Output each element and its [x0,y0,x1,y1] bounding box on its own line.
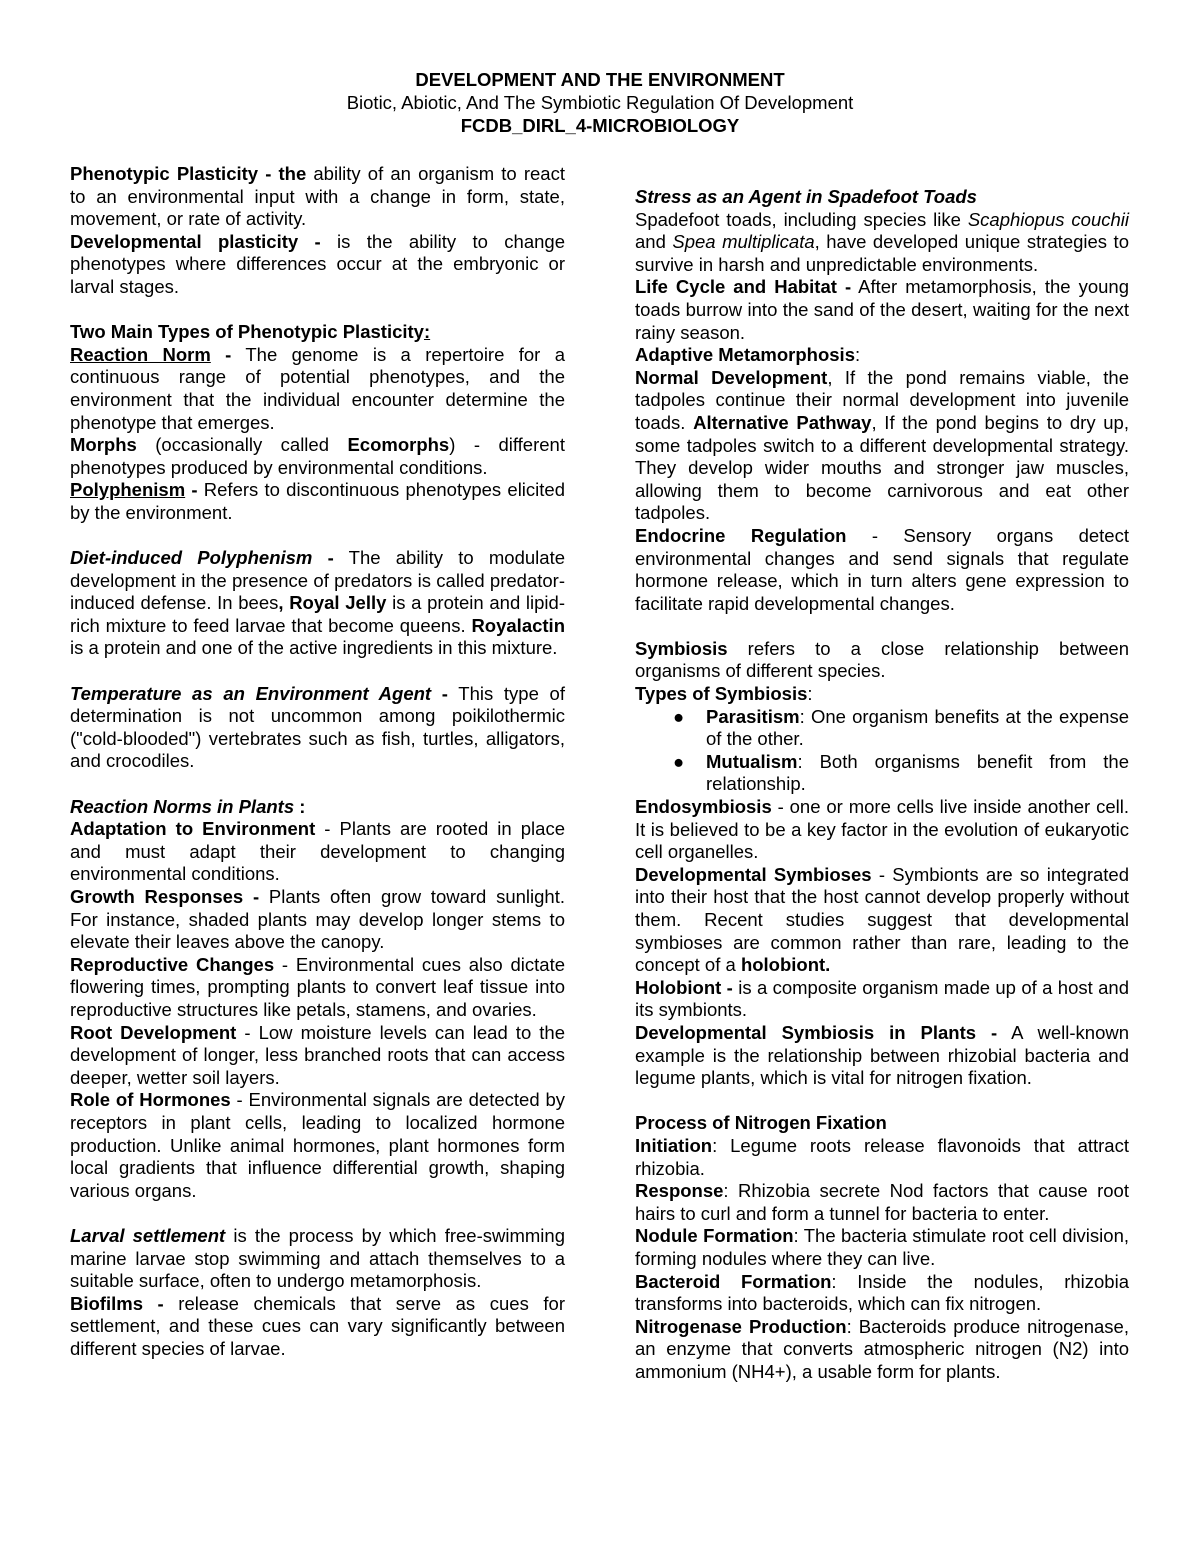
right-column [635,186,1129,1383]
term-reproductive-changes: Reproductive Changes [70,953,275,975]
term-royalactin: Royalactin [471,614,565,636]
term-bacteroid-formation: Bacteroid Formation [635,1270,832,1292]
term-adaptation: Adaptation to Environment [70,818,316,840]
term-parasitism: Parasitism [706,705,800,727]
paragraph-normal-development: Normal Development, If the pond remains viable, the tadpoles continue their normal development into juvenile toads. Alternative Pathway, If the pond begins to dry up, some tadpoles switch to a different developmental strategy. They develop wider mouths and stronger jaw muscles, allowing them to become carnivorous and eat other tadpoles. [635,366,1130,524]
heading-reaction-norms-plants: Reaction Norms in Plants : [70,795,306,817]
paragraph-nitrogenase-production: Nitrogenase Production: Bacteroids produce nitrogenase, an enzyme that converts atmospheric nitrogen (N2) into ammonium (NH4+), a usable form for plants. [635,1315,1129,1382]
term-royal-jelly: , Royal Jelly [278,592,387,614]
term-holobiont: Holobiont - [635,976,733,998]
document-title: DEVELOPMENT AND THE ENVIRONMENT [415,69,785,90]
paragraph-dev-symbiosis-plants: Developmental Symbiosis in Plants - A well-known example is the relationship between rhizobial bacteria and legume plants, which is vital for nitrogen fixation. [635,1021,1130,1089]
paragraph-bacteroid-formation: Bacteroid Formation: Inside the nodules, rhizobia transforms into bacteroids, which can fix nitrogen. [635,1270,1129,1315]
term-endocrine-regulation: Endocrine Regulation [635,524,847,546]
term-reaction-norm: Reaction Norm [70,343,211,365]
paragraph-response: Response: Rhizobia secrete Nod factors that cause root hairs to curl and form a tunnel for bacteria to enter. [635,1180,1129,1224]
paragraph-life-cycle: Life Cycle and Habitat - After metamorphosis, the young toads burrow into the sand of the desert, waiting for the next rainy season. [635,276,1129,343]
term-polyphenism: Polyphenism [70,479,186,501]
course-code: FCDB_DIRL_4-MICROBIOLOGY [460,115,740,136]
species-scaphiopus: Scaphiopus couchii [967,208,1129,230]
term-growth-responses: Growth Responses - [70,886,260,907]
term-endosymbiosis: Endosymbiosis [635,796,772,818]
bullet-icon: ● [673,705,685,727]
heading-nitrogen-fixation: Process of Nitrogen Fixation [635,1112,887,1134]
paragraph-growth-responses: Growth Responses - Plants often grow toward sunlight. For instance, shaded plants may develop longer stems to elevate their leaves above the canopy. [70,886,565,953]
term-temperature-agent: Temperature as an Environment Agent [70,682,432,704]
term-initiation: Initiation [635,1134,713,1156]
term-alternative-pathway: Alternative Pathway [693,411,872,433]
left-column [70,163,565,1360]
paragraph-diet-induced-polyphenism: Diet-induced Polyphenism - The ability to modulate development in the presence of predators is called predator-induced defense. In bees, Royal Jelly is a protein and lipid-rich mixture to feed larvae that become queens. Royalactin is a protein and one of the active ingredients in this mixture. [70,547,565,659]
paragraph-temperature: Temperature as an Environment Agent - This type of determination is not uncommon among poikilothermic ("cold-blooded") vertebrates such as fish, turtles, alligators, and crocodiles. [70,682,565,772]
term-root-development: Root Development [70,1021,237,1043]
term-nodule-formation: Nodule Formation [635,1225,794,1247]
paragraph-symbiosis: Symbiosis refers to a close relationship between organisms of different species. [635,637,1129,682]
paragraph-spadefoot-intro: Spadefoot toads, including species like Scaphiopus couchii and Spea multiplicata, have developed unique strategies to survive in harsh and unpredictable environments. [635,208,1129,275]
paragraph-reaction-norm: Reaction Norm - The genome is a repertoire for a continuous range of potential phenotypes, and the environment that the individual encounter determine the phenotype that emerges. [70,343,565,433]
paragraph-endosymbiosis: Endosymbiosis - one or more cells live inside another cell. It is believed to be a key factor in the evolution of eukaryotic cell organelles. [635,796,1129,863]
term-holobiont-inline: holobiont. [740,954,831,976]
paragraph-polyphenism: Polyphenism - Refers to discontinuous phenotypes elicited by the environment. [70,479,565,523]
heading-two-main-types: Two Main Types of Phenotypic Plasticity: [70,321,431,343]
term-developmental-symbioses: Developmental Symbioses [635,863,872,885]
heading-adaptive-metamorphosis: Adaptive Metamorphosis: [635,344,861,366]
paragraph-phenotypic-plasticity: Phenotypic Plasticity - the ability of an organism to react to an environmental input with a change in form, state, movement, or rate of activity. [70,163,565,230]
term-mutualism: Mutualism [706,750,798,772]
paragraph-endocrine-regulation: Endocrine Regulation - Sensory organs detect environmental changes and send signals that regulate hormone release, which in turn alters gene expression to facilitate rapid developmental changes. [635,524,1129,614]
term-morphs: Morphs [70,434,137,456]
paragraph-developmental-symbioses: Developmental Symbioses - Symbionts are so integrated into their host that the host cannot develop properly without them. Recent studies suggest that developmental symbioses are common rather than rare, leading to the concept of a holobiont. [635,863,1130,976]
paragraph-nodule-formation: Nodule Formation: The bacteria stimulate root cell division, forming nodules where they can live. [635,1225,1129,1269]
paragraph-initiation: Initiation: Legume roots release flavonoids that attract rhizobia. [635,1134,1129,1179]
bullet-icon: ● [673,750,685,772]
paragraph-role-of-hormones: Role of Hormones - Environmental signals are detected by receptors in plant cells, leading to localized hormone production. Unlike animal hormones, plant hormones form local gradients that influence differential growth, shaping various organs. [70,1089,565,1201]
symbiosis-types-list [635,706,1129,796]
term-normal-development: Normal Development [635,366,828,388]
paragraph-developmental-plasticity: Developmental plasticity - is the ability to change phenotypes where differences occur at the embryonic or larval stages. [70,230,566,297]
list-item: ● Mutualism: Both organisms benefit from the relationship. [673,750,1129,795]
heading-types-of-symbiosis: Types of Symbiosis: [635,683,813,705]
term-larval-settlement: Larval settlement [70,1224,226,1246]
term-developmental-plasticity: Developmental plasticity - [70,230,321,252]
term-response: Response [635,1180,724,1202]
term-diet-induced-polyphenism: Diet-induced Polyphenism [70,547,313,569]
term-dev-symbiosis-plants: Developmental Symbiosis in Plants - [635,1021,998,1043]
term-nitrogenase-production: Nitrogenase Production [635,1315,847,1337]
paragraph-larval-settlement: Larval settlement is the process by which free-swimming marine larvae stop swimming and attach themselves to a suitable surface, often to undergo metamorphosis. [70,1224,565,1292]
heading-stress-spadefoot: Stress as an Agent in Spadefoot Toads [635,186,977,207]
paragraph-adaptation: Adaptation to Environment - Plants are rooted in place and must adapt their development to changing environmental conditions. [70,818,565,885]
list-item: ● Parasitism: One organism benefits at the expense of the other. [673,705,1129,750]
document-subtitle: Biotic, Abiotic, And The Symbiotic Regulation Of Development [346,92,854,113]
paragraph-biofilms: Biofilms - release chemicals that serve as cues for settlement, and these cues can vary significantly between different species of larvae. [70,1292,565,1359]
paragraph-morphs: Morphs (occasionally called Ecomorphs) - different phenotypes produced by environmental conditions. [70,434,565,478]
term-life-cycle: Life Cycle and Habitat - [635,276,852,298]
term-phenotypic-plasticity: Phenotypic Plasticity - the [70,163,307,184]
term-role-of-hormones: Role of Hormones [70,1089,231,1111]
term-biofilms: Biofilms - [70,1292,164,1314]
document-header [0,68,1200,137]
paragraph-holobiont: Holobiont - is a composite organism made up of a host and its symbionts. [635,976,1130,1021]
term-ecomorphs: Ecomorphs [347,434,450,456]
term-symbiosis: Symbiosis [635,637,728,659]
species-spea: Spea multiplicata [672,231,815,253]
paragraph-root-development: Root Development - Low moisture levels can lead to the development of longer, less branched roots that can access deeper, wetter soil layers. [70,1021,565,1088]
paragraph-reproductive-changes: Reproductive Changes - Environmental cues also dictate flowering times, prompting plants to convert leaf tissue into reproductive structures like petals, stamens, and ovaries. [70,953,565,1020]
